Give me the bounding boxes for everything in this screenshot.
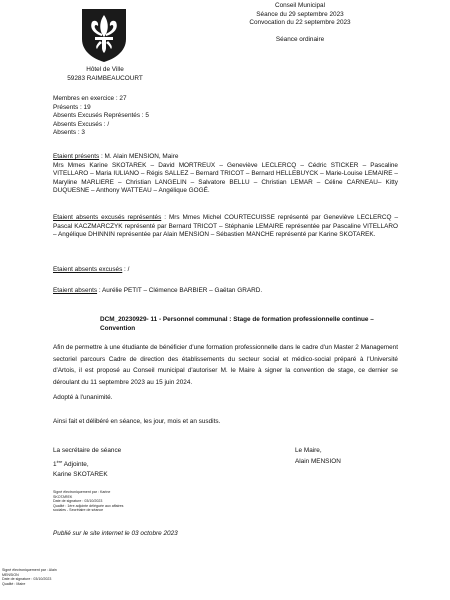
secretary-role: 1ère Adjointe, bbox=[53, 458, 89, 468]
secretary-title: La secrétaire de séance bbox=[53, 447, 122, 454]
count-line: Absents Excusés Représentés : 5 bbox=[53, 112, 149, 120]
excused-members bbox=[53, 266, 398, 275]
absent-label: Etaient absents bbox=[53, 287, 98, 294]
address-line: Hôtel de Ville bbox=[86, 66, 124, 73]
secretary-name: Karine SKOTAREK bbox=[53, 471, 108, 479]
address-line: 59283 RAIMBEAUCOURT bbox=[67, 74, 143, 82]
secretary-signature bbox=[53, 446, 203, 481]
adopted-statement: Adopté à l'unanimité. bbox=[53, 394, 113, 401]
session-type: Séance ordinaire bbox=[275, 35, 325, 43]
present-label: Etaient présents bbox=[53, 153, 100, 160]
present-head: : M. Alain MENSION, Maire bbox=[99, 153, 179, 160]
electronic-signature-mayor: Signé électroniquement par : Alain MENSION Date de signature : 03/10/2023 Qualité : Maire bbox=[2, 568, 57, 586]
represented-list: : Mrs Mmes Michel COURTECUISSE représenté par Geneviève LECLERCQ – Pascal KACZMARCZYK représenté par Bernard TRICOT – Stéphanie LEMAIRE représentée par Pascaline VITELLARO – Angélique DHINNIN représentée par Alain MENSION – Sébastien MANCHE représenté par Karine SKOTAREK. bbox=[53, 214, 399, 239]
count-line: Absents Excusés : / bbox=[53, 120, 110, 128]
present-list: Mrs Mmes Karine SKOTAREK – David MORTREUX – Geneviève LECLERCQ – Cédric STICKER – Pascaline VITELLARO – Maria IULIANO – Régis SALLEZ – Bernard TRICOT – Bernard HELLEBUYCK – Marie-Louise LEMAIRE – Maryline MARLIERE – Christian LANGELIN – Salvatore BELLU – Christian LEMAR – Céline CARNEAU– Kitty DUQUESNE – Anthony WATTEAU – Angélique GOGÉ. bbox=[53, 161, 398, 195]
deliberation-title-line: Convention bbox=[100, 324, 136, 332]
deliberation-title-line: DCM_20230929- 11 - Personnel communal : Stage de formation professionnelle continue – bbox=[100, 316, 374, 323]
count-line: Absents : 3 bbox=[53, 129, 85, 137]
deliberation-title bbox=[100, 316, 400, 333]
meeting-line: Convocation du 22 septembre 2023 bbox=[249, 19, 351, 27]
attendance-counts bbox=[53, 95, 253, 138]
count-line: Présents : 19 bbox=[53, 103, 91, 111]
meeting-header bbox=[230, 2, 370, 44]
electronic-signature-secretary: Signé électroniquement par : Karine SKOTAREK Date de signature : 03/10/2023 Qualité : 1ère adjointe déléguée aux affaires sociales - Secrétaire de séance bbox=[53, 490, 124, 513]
closing-statement: Ainsi fait et délibéré en séance, les jour, mois et an susdits. bbox=[53, 418, 221, 425]
coat-of-arms-icon bbox=[80, 7, 128, 63]
mayor-signature bbox=[295, 446, 395, 467]
meeting-line: Conseil Municipal bbox=[274, 2, 326, 9]
municipality-address bbox=[45, 66, 165, 83]
publication-note: Publié sur le site internet le 03 octobre 2023 bbox=[53, 530, 178, 537]
mayor-title: Le Maire, bbox=[295, 447, 322, 454]
absent-list: : Aurélie PETIT – Clémence BARBIER – Gaëtan GRARD. bbox=[97, 287, 263, 294]
mayor-name: Alain MENSION bbox=[295, 457, 341, 465]
absent-members bbox=[53, 287, 398, 296]
present-members bbox=[53, 153, 398, 196]
represented-members bbox=[53, 214, 398, 240]
excused-list: : / bbox=[122, 266, 130, 273]
meeting-line: Séance du 29 septembre 2023 bbox=[256, 10, 344, 18]
excused-label: Etaient absents excusés bbox=[53, 266, 123, 273]
represented-label: Etaient absents excusés représentés bbox=[53, 214, 162, 221]
deliberation-body: Afin de permettre à une étudiante de bénéficier d'une formation professionnelle dans le cadre d'un Master 2 Management sectoriel parcours Cadre de direction des établissements du secteur social et médico-social préparé à l'Université d'Artois, il est proposé au Conseil municipal d'autoriser M. le Maire à signer la convention de stage, ce dernier se déroulant du 11 septembre 2023 au 15 juin 2024. bbox=[53, 344, 398, 386]
count-line: Membres en exercice : 27 bbox=[53, 95, 127, 102]
